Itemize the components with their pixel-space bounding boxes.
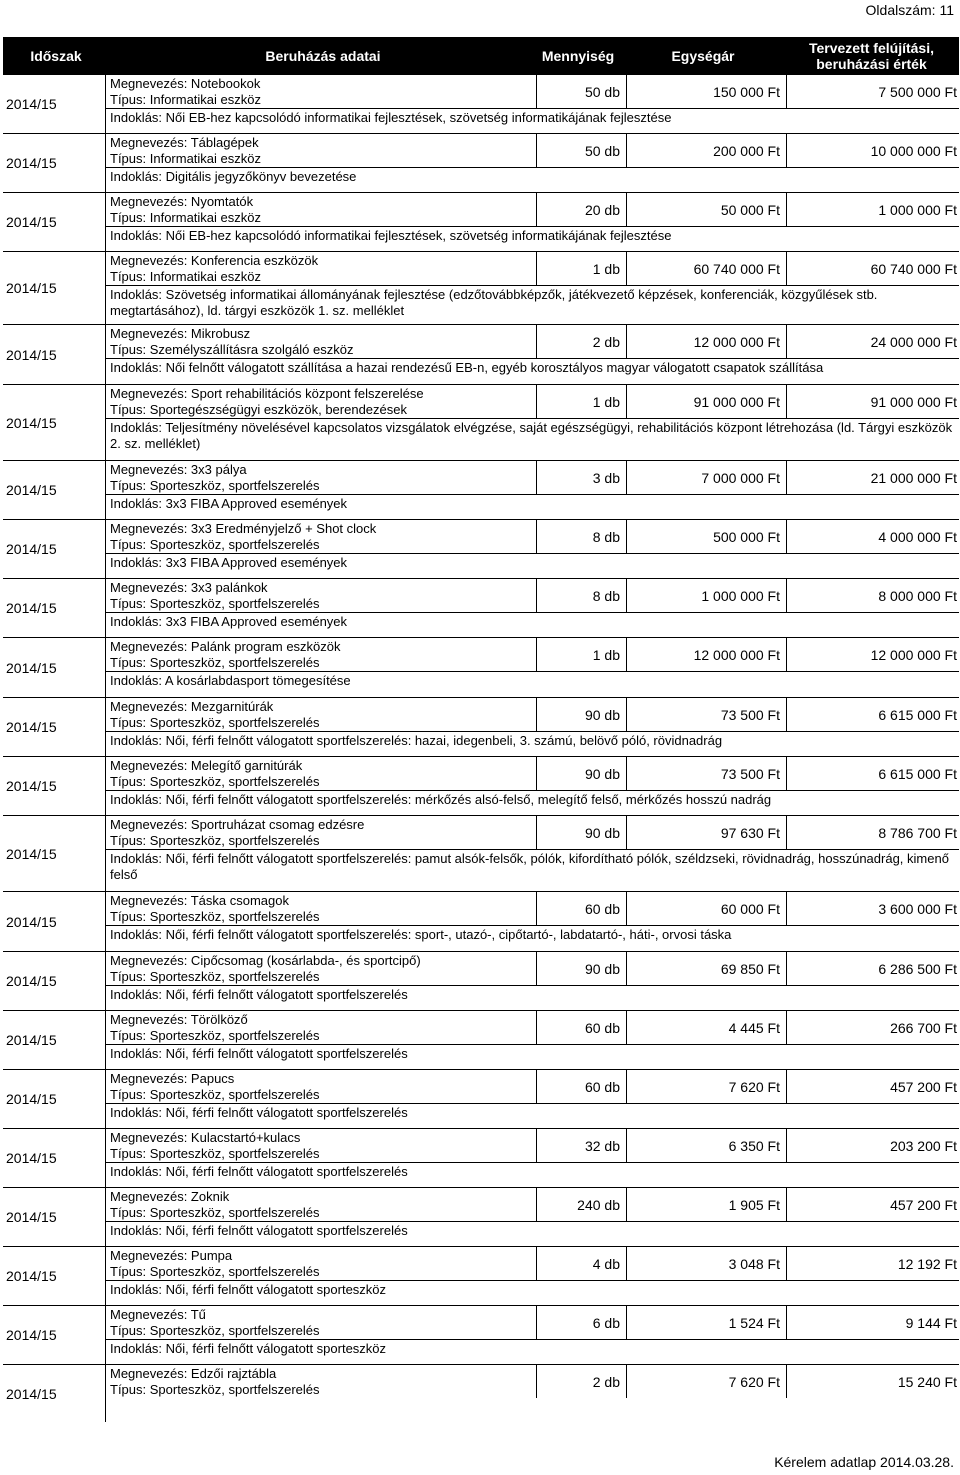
unit-price-cell: 97 630 Ft: [626, 816, 786, 849]
period-cell: 2014/15: [6, 414, 57, 431]
item-type: Típus: Sporteszköz, sportfelszerelés: [110, 715, 320, 730]
table-row: [3, 1247, 959, 1306]
item-name: Megnevezés: Papucs: [110, 1071, 235, 1086]
item-name: Megnevezés: 3x3 Eredményjelző + Shot clock: [110, 521, 377, 536]
item-type: Típus: Sporteszköz, sportfelszerelés: [110, 478, 320, 493]
footer-date: Kérelem adatlap 2014.03.28.: [774, 1454, 954, 1470]
investment-cell: [106, 1011, 959, 1069]
quantity-cell: 2 db: [536, 325, 626, 358]
investment-cell: [106, 579, 959, 637]
quantity-cell: 60 db: [536, 1011, 626, 1044]
unit-price-cell: 60 740 000 Ft: [626, 252, 786, 285]
item-info: [106, 1070, 536, 1103]
unit-price-cell: 1 524 Ft: [626, 1306, 786, 1339]
item-name: Megnevezés: Mikrobusz: [110, 326, 251, 341]
investment-cell: [106, 193, 959, 251]
quantity-cell: 90 db: [536, 816, 626, 849]
item-type: Típus: Személyszállításra szolgáló eszköz: [110, 342, 354, 357]
unit-price-cell: 50 000 Ft: [626, 193, 786, 226]
unit-price-cell: 1 905 Ft: [626, 1188, 786, 1221]
period-cell: 2014/15: [6, 214, 57, 230]
quantity-cell: 50 db: [536, 134, 626, 167]
item-info: [106, 252, 536, 285]
investment-cell: [106, 134, 959, 192]
quantity-cell: 6 db: [536, 1306, 626, 1339]
period-cell: 2014/15: [6, 155, 57, 171]
total-cell: 203 200 Ft: [786, 1129, 959, 1162]
total-cell: 12 192 Ft: [786, 1247, 959, 1280]
header-total: [786, 40, 959, 72]
period-cell: 2014/15: [6, 1268, 57, 1284]
investment-cell: [106, 385, 959, 460]
unit-price-cell: 500 000 Ft: [626, 520, 786, 553]
unit-price-cell: 7 000 000 Ft: [626, 461, 786, 494]
header-investment: Beruházás adatai: [265, 48, 381, 64]
investment-cell: [106, 952, 959, 1010]
justification: Indoklás: Női EB-hez kapcsolódó informatikai fejlesztések, szövetség informatikájának fejlesztése: [106, 226, 959, 245]
item-info: [106, 193, 536, 226]
investment-cell: [106, 816, 959, 891]
table-header: [3, 37, 959, 75]
item-type: Típus: Informatikai eszköz: [110, 269, 261, 284]
item-type: Típus: Sporteszköz, sportfelszerelés: [110, 1146, 320, 1161]
justification: Indoklás: Női, férfi felnőtt válogatott sportfelszerelés: [106, 985, 959, 1004]
item-info: [106, 461, 536, 494]
item-name: Megnevezés: Nyomtatók: [110, 194, 254, 209]
item-info: [106, 134, 536, 167]
period-cell: 2014/15: [6, 1032, 57, 1048]
quantity-cell: 32 db: [536, 1129, 626, 1162]
item-info: [106, 816, 536, 849]
period-cell: 2014/15: [6, 973, 57, 989]
period-cell: 2014/15: [6, 541, 57, 557]
item-name: Megnevezés: Sportruházat csomag edzésre: [110, 817, 365, 832]
item-type: Típus: Sporteszköz, sportfelszerelés: [110, 774, 320, 789]
item-info: [106, 325, 536, 358]
item-name: Megnevezés: Pumpa: [110, 1248, 233, 1263]
justification: Indoklás: 3x3 FIBA Approved események: [106, 553, 959, 572]
item-name: Megnevezés: Táblagépek: [110, 135, 259, 150]
item-info: [106, 892, 536, 925]
table-row: [3, 1070, 959, 1129]
header-total-line1: Tervezett felújítási,: [808, 40, 934, 56]
period-cell: 2014/15: [6, 1209, 57, 1225]
item-type: Típus: Informatikai eszköz: [110, 92, 261, 107]
item-info: [106, 952, 536, 985]
item-info: [106, 1188, 536, 1221]
investment-table: [3, 37, 959, 1422]
item-info: [106, 385, 536, 418]
total-cell: 24 000 000 Ft: [786, 325, 959, 358]
table-body: [3, 75, 959, 1422]
quantity-cell: 60 db: [536, 1070, 626, 1103]
unit-price-cell: 60 000 Ft: [626, 892, 786, 925]
total-cell: 266 700 Ft: [786, 1011, 959, 1044]
item-type: Típus: Sporteszköz, sportfelszerelés: [110, 1028, 320, 1043]
item-type: Típus: Sporteszköz, sportfelszerelés: [110, 655, 320, 670]
justification: Indoklás: Digitális jegyzőkönyv bevezetése: [106, 167, 959, 186]
total-cell: 6 286 500 Ft: [786, 952, 959, 985]
item-info: [106, 1306, 536, 1339]
table-row: [3, 952, 959, 1011]
period-cell: 2014/15: [6, 1091, 57, 1107]
quantity-cell: 60 db: [536, 892, 626, 925]
total-cell: 3 600 000 Ft: [786, 892, 959, 925]
investment-cell: [106, 252, 959, 324]
quantity-cell: 1 db: [536, 638, 626, 671]
table-row: [3, 252, 959, 325]
quantity-cell: 90 db: [536, 952, 626, 985]
quantity-cell: 3 db: [536, 461, 626, 494]
investment-cell: [106, 461, 959, 519]
item-name: Megnevezés: Táska csomagok: [110, 893, 289, 908]
header-unit-price: Egységár: [671, 48, 735, 64]
justification: Indoklás: Női felnőtt válogatott szállítása a hazai rendezésű EB-n, egyéb korosztályos magyar válogatott csapatok szállítása: [106, 358, 959, 377]
investment-cell: [106, 1365, 959, 1422]
table-row: [3, 816, 959, 892]
unit-price-cell: 3 048 Ft: [626, 1247, 786, 1280]
item-type: Típus: Informatikai eszköz: [110, 151, 261, 166]
investment-cell: [106, 1188, 959, 1246]
total-cell: 6 615 000 Ft: [786, 698, 959, 731]
item-name: Megnevezés: Melegítő garnitúrák: [110, 758, 303, 773]
item-type: Típus: Sporteszköz, sportfelszerelés: [110, 596, 320, 611]
period-cell: 2014/15: [6, 482, 57, 498]
table-row: [3, 134, 959, 193]
unit-price-cell: 12 000 000 Ft: [626, 638, 786, 671]
period-cell: 2014/15: [6, 659, 57, 676]
table-row: [3, 892, 959, 952]
unit-price-cell: 12 000 000 Ft: [626, 325, 786, 358]
table-row: [3, 193, 959, 252]
item-info: [106, 1247, 536, 1280]
item-type: Típus: Sporteszköz, sportfelszerelés: [110, 1323, 320, 1338]
justification: Indoklás: Női, férfi felnőtt válogatott sporteszköz: [106, 1280, 959, 1299]
quantity-cell: 8 db: [536, 579, 626, 612]
investment-cell: [106, 1129, 959, 1187]
total-cell: 10 000 000 Ft: [786, 134, 959, 167]
unit-price-cell: 1 000 000 Ft: [626, 579, 786, 612]
unit-price-cell: 4 445 Ft: [626, 1011, 786, 1044]
justification: Indoklás: Női, férfi felnőtt válogatott sportfelszerelés: [106, 1103, 959, 1122]
total-cell: 457 200 Ft: [786, 1070, 959, 1103]
investment-cell: [106, 325, 959, 384]
quantity-cell: 8 db: [536, 520, 626, 553]
item-info: [106, 1129, 536, 1162]
investment-cell: [106, 520, 959, 578]
unit-price-cell: 150 000 Ft: [626, 75, 786, 108]
total-cell: 9 144 Ft: [786, 1306, 959, 1339]
investment-cell: [106, 698, 959, 756]
total-cell: 1 000 000 Ft: [786, 193, 959, 226]
table-row: [3, 1011, 959, 1070]
period-cell: 2014/15: [6, 600, 57, 616]
item-info: [106, 698, 536, 731]
item-name: Megnevezés: Konferencia eszközök: [110, 253, 319, 268]
investment-cell: [106, 1306, 959, 1364]
item-name: Megnevezés: 3x3 palánkok: [110, 580, 268, 595]
period-cell: 2014/15: [6, 913, 57, 930]
item-name: Megnevezés: 3x3 pálya: [110, 462, 247, 477]
item-type: Típus: Sporteszköz, sportfelszerelés: [110, 909, 320, 924]
quantity-cell: 90 db: [536, 698, 626, 731]
justification: Indoklás: 3x3 FIBA Approved események: [106, 494, 959, 513]
period-cell: 2014/15: [6, 778, 57, 794]
header-period: Időszak: [30, 48, 82, 64]
table-row: [3, 75, 959, 134]
period-cell: 2014/15: [6, 96, 57, 112]
page-number: Oldalszám: 11: [865, 2, 954, 18]
unit-price-cell: 6 350 Ft: [626, 1129, 786, 1162]
item-name: Megnevezés: Mezgarnitúrák: [110, 699, 274, 714]
table-row: [3, 579, 959, 638]
item-type: Típus: Sportegészségügyi eszközök, berendezések: [110, 402, 408, 417]
justification: Indoklás: Női, férfi felnőtt válogatott sportfelszerelés: pamut alsók-felsők, pólók, kifordítható pólók, széldzseki, rövidnadrág, hosszúnadrág, kimenő felső: [106, 849, 959, 884]
period-cell: 2014/15: [6, 1150, 57, 1166]
period-cell: 2014/15: [6, 1385, 57, 1402]
header-total-line2: beruházási érték: [816, 56, 927, 72]
total-cell: 91 000 000 Ft: [786, 385, 959, 418]
item-info: [106, 520, 536, 553]
item-type: Típus: Sporteszköz, sportfelszerelés: [110, 1205, 320, 1220]
unit-price-cell: 73 500 Ft: [626, 698, 786, 731]
item-name: Megnevezés: Palánk program eszközök: [110, 639, 341, 654]
item-type: Típus: Informatikai eszköz: [110, 210, 261, 225]
period-cell: 2014/15: [6, 845, 57, 862]
justification: Indoklás: Női, férfi felnőtt válogatott sportfelszerelés: mérkőzés alsó-felső, melegítő felső, mérkőzés hosszú nadrág: [106, 790, 959, 809]
item-type: Típus: Sporteszköz, sportfelszerelés: [110, 1264, 320, 1279]
header-quantity: Mennyiség: [541, 48, 615, 64]
justification: Indoklás: Női, férfi felnőtt válogatott sportfelszerelés: [106, 1044, 959, 1063]
unit-price-cell: 73 500 Ft: [626, 757, 786, 790]
item-type: Típus: Sporteszköz, sportfelszerelés: [110, 1087, 320, 1102]
item-type: Típus: Sporteszköz, sportfelszerelés: [110, 537, 320, 552]
justification: Indoklás: Szövetség informatikai állományának fejlesztése (edzőtovábbképzők, játékvezető képzések, konferenciák, közgyűlések stb. megtartásához), ld. tárgyi eszközök 1. sz. melléklet: [106, 285, 959, 320]
table-row: [3, 325, 959, 385]
item-name: Megnevezés: Sport rehabilitációs központ felszerelése: [110, 386, 424, 401]
item-name: Megnevezés: Tű: [110, 1307, 206, 1322]
unit-price-cell: 7 620 Ft: [626, 1365, 786, 1398]
item-name: Megnevezés: Cipőcsomag (kosárlabda-, és sportcipő): [110, 953, 421, 968]
period-cell: 2014/15: [6, 1327, 57, 1343]
justification: Indoklás: Teljesítmény növelésével kapcsolatos vizsgálatok elvégzése, saját egészségügyi, rehabilitációs központ létrehozása (ld. Tárgyi eszközök 2. sz. melléklet): [106, 418, 959, 453]
justification: Indoklás: A kosárlabdasport tömegesítése: [106, 671, 959, 690]
justification: Indoklás: Női, férfi felnőtt válogatott sportfelszerelés: hazai, idegenbeli, 3. számú, belövő póló, rövidnadrág: [106, 731, 959, 750]
item-name: Megnevezés: Edzői rajztábla: [110, 1366, 277, 1381]
justification: Indoklás: Női EB-hez kapcsolódó informatikai fejlesztések, szövetség informatikájának fejlesztése: [106, 108, 959, 127]
quantity-cell: 50 db: [536, 75, 626, 108]
investment-cell: [106, 1247, 959, 1305]
quantity-cell: 90 db: [536, 757, 626, 790]
quantity-cell: 1 db: [536, 252, 626, 285]
item-name: Megnevezés: Törölköző: [110, 1012, 248, 1027]
item-name: Megnevezés: Kulacstartó+kulacs: [110, 1130, 301, 1145]
unit-price-cell: 69 850 Ft: [626, 952, 786, 985]
period-cell: 2014/15: [6, 280, 57, 296]
item-info: [106, 75, 536, 108]
item-type: Típus: Sporteszköz, sportfelszerelés: [110, 969, 320, 984]
total-cell: 21 000 000 Ft: [786, 461, 959, 494]
table-row: [3, 1306, 959, 1365]
justification: Indoklás: Női, férfi felnőtt válogatott sportfelszerelés: sport-, utazó-, cipőtartó-, labdatartó-, háti-, orvosi táska: [106, 925, 959, 944]
table-row: [3, 638, 959, 698]
total-cell: 4 000 000 Ft: [786, 520, 959, 553]
period-cell: 2014/15: [6, 346, 57, 363]
justification: Indoklás: Női, férfi felnőtt válogatott sportfelszerelés: [106, 1162, 959, 1181]
unit-price-cell: 7 620 Ft: [626, 1070, 786, 1103]
item-name: Megnevezés: Zoknik: [110, 1189, 230, 1204]
period-cell: 2014/15: [6, 719, 57, 735]
investment-cell: [106, 1070, 959, 1128]
item-info: [106, 1365, 536, 1398]
item-name: Megnevezés: Notebookok: [110, 76, 261, 91]
investment-cell: [106, 757, 959, 815]
justification: Indoklás: 3x3 FIBA Approved események: [106, 612, 959, 631]
table-row: [3, 520, 959, 579]
item-type: Típus: Sporteszköz, sportfelszerelés: [110, 833, 320, 848]
quantity-cell: 4 db: [536, 1247, 626, 1280]
item-info: [106, 579, 536, 612]
justification: Indoklás: Női, férfi felnőtt válogatott sportfelszerelés: [106, 1221, 959, 1240]
justification: Indoklás: Női, férfi felnőtt válogatott sporteszköz: [106, 1339, 959, 1358]
table-row: [3, 1129, 959, 1188]
item-type: Típus: Sporteszköz, sportfelszerelés: [110, 1382, 320, 1397]
item-info: [106, 638, 536, 671]
item-info: [106, 1011, 536, 1044]
quantity-cell: 1 db: [536, 385, 626, 418]
table-row: [3, 1365, 959, 1422]
unit-price-cell: 200 000 Ft: [626, 134, 786, 167]
total-cell: 12 000 000 Ft: [786, 638, 959, 671]
investment-cell: [106, 892, 959, 951]
total-cell: 7 500 000 Ft: [786, 75, 959, 108]
total-cell: 8 000 000 Ft: [786, 579, 959, 612]
investment-cell: [106, 75, 959, 133]
total-cell: 6 615 000 Ft: [786, 757, 959, 790]
table-row: [3, 385, 959, 461]
total-cell: 457 200 Ft: [786, 1188, 959, 1221]
table-row: [3, 461, 959, 520]
table-row: [3, 698, 959, 757]
table-row: [3, 1188, 959, 1247]
total-cell: 8 786 700 Ft: [786, 816, 959, 849]
total-cell: 60 740 000 Ft: [786, 252, 959, 285]
quantity-cell: 2 db: [536, 1365, 626, 1398]
table-row: [3, 757, 959, 816]
item-info: [106, 757, 536, 790]
quantity-cell: 20 db: [536, 193, 626, 226]
investment-cell: [106, 638, 959, 697]
quantity-cell: 240 db: [536, 1188, 626, 1221]
total-cell: 15 240 Ft: [786, 1365, 959, 1398]
unit-price-cell: 91 000 000 Ft: [626, 385, 786, 418]
